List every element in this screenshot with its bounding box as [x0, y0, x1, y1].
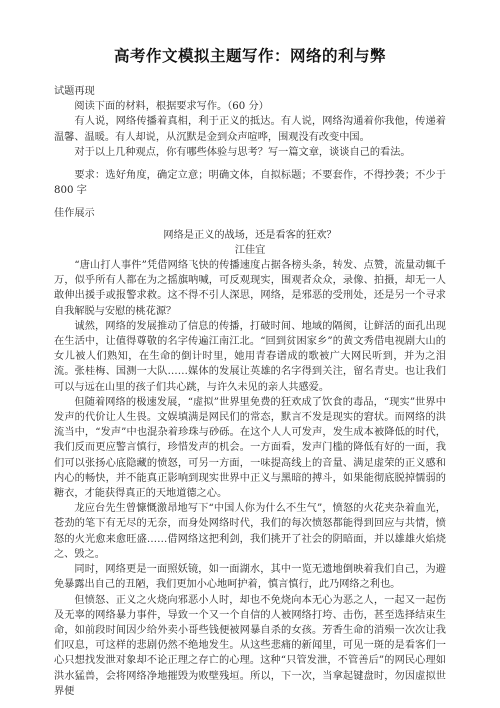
essay-author: 江佳宜 [234, 244, 266, 256]
page-title: 高考作文模拟主题写作：网络的利与弊 [113, 47, 386, 65]
essay-paragraph: 但随着网络的极速发展，“虚拟”世界里免费的狂欢成了饮食的毒品，“现实”世界中发声的代价让人生畏。文娱填满是网民们的常态，默言不发是现实的窘状。而网络的洪流当中，“发声”中也混杂着珍珠与砂砾。在这个人人可发声，发生成本被降低的时代，我们反而更应警言慎行，珍惜发声的机会。一方面看，发声门槛的降低有好的一面，我们可以张扬心底隐藏的愤怒，可另一方面，一味提高线上的音量、满足虚荣的正义感和内心的畅快，并不能真正影响到现实世界中正义与黑暗的搏斗，如果能彻底脱掉懦弱的糖衣，才能获得真正的天地道德之心。 [54, 396, 446, 500]
essay-paragraph: “唐山打人事件”凭借网络飞快的传播速度占据各榜头条，转发、点赞，流量动辄千万，似乎所有人都在为之摇旗呐喊，可反观现实，围观者众众，录像、拍摄，却无一人敢伸出援手或报警求救。这不得不引人深思，网络，是邪恶的受刑处，还是另一个寻求自我解脱与安慰的桃花源？ [54, 260, 446, 317]
essay-title: 网络是正义的战场，还是看客的狂欢？ [163, 229, 337, 241]
essay-paragraph: 同时，网络更是一面照妖镜，如一面湖水，其中一览无遗地倒映着我们自己，为避免暴露出自己的丑陋，我们更加小心地呵护着，慎言慎行，此乃网络之利也。 [54, 564, 446, 591]
prompt-intro: 阅读下面的材料，根据要求写作。（60 分） [74, 101, 269, 113]
prompt-requirements: 要求：选好角度，确定立意；明确文体，自拟标题；不要套作，不得抄袭；不少于 800 字 [54, 170, 446, 197]
essay-paragraph: 诚然，网络的发展推动了信息的传播，打破时间、地域的隔阂，让鲜活的面孔出现在生活中，让值得尊敬的名字传遍江南江北。“回到贫困家乡”的黄文秀借电视剧大山的女儿被人们熟知，在生命的倒计时里，她用青春谱成的歌被广大网民听到，并为之泪流。张桂梅、国测一大队……媒体的发展让英雄的名字得到关注，留名青史。也让我们可以与远在山里的孩子们共心跳，与许久未见的亲人共感爱。 [54, 320, 446, 393]
prompt-question: 对于以上几种观点，你有哪些体验与思考？写一篇文章，谈谈自己的看法。 [74, 146, 411, 158]
prompt-material: 有人说，网络传播着真相，利于正义的抵达。有人说，网络沟通着你我他，传递着温馨、温暖。有人却说，从沉默是金到众声喧哗，围观没有改变中国。 [54, 116, 446, 143]
prompt-section-label: 试题再现 [54, 86, 95, 97]
essay-paragraph: 龙应台先生曾慷慨激昂地写下“中国人你为什么不生气”，愤怒的火花夹杂着血光，苍劲的笔下有无尽的无奈，而身处网络时代，我们的每次愤怒都能得到回应与共情，愤怒的火光愈来愈旺盛……借网络这把利剑，我们挑开了社会的阴暗面，并以雄雄火焰烧之、毁之。 [54, 503, 446, 560]
sample-section-label: 佳作展示 [54, 208, 95, 220]
essay-paragraph: 但愤怒、正义之火烧向邪恶小人时，却也不免烧向本无心为恶之人，一起又一起伤及无辜的网络暴力事件，导致一个又一个自信的人被网络打垮、击伤，甚至选择结束生命，如前段时间因少给外卖小哥些钱便被网暴自杀的女孩。芳香生命的消殒一次次让我们叹息，可这样的悲剧仍然不绝地发生。从这些悲痛的新闻里，可见一斑的是看客们一心只想找发泄对象却不论正理之存亡的心理。这种“只管发泄，不管善后”的网民心理如洪水猛兽，会将网络净地摧毁为败壁残垣。所以，下一次，当拿起键盘时，勿因虚拟世界便 [54, 594, 446, 697]
